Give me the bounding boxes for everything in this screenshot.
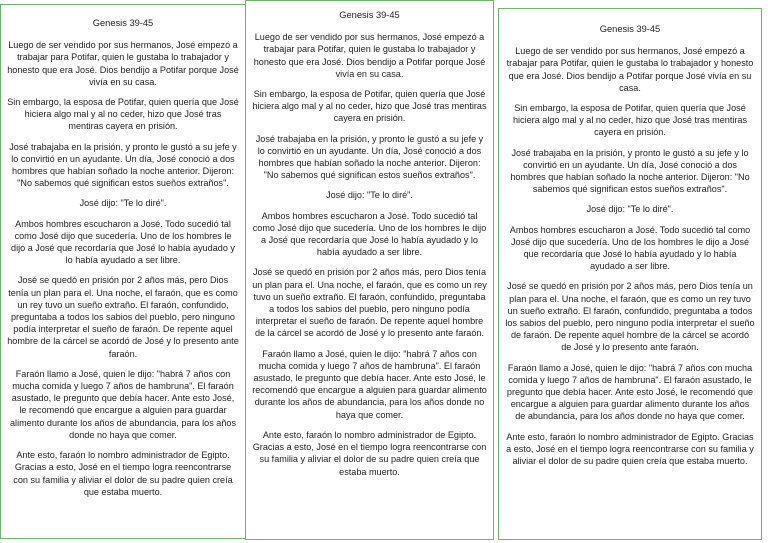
paragraph: Sin embargo, la esposa de Potifar, quien quería que José hiciera algo mal y al no ceder, hizo que José tras mentiras cayera en prisión. <box>512 103 748 138</box>
paragraph: Ante esto, faraón lo nombro administrador de Egipto. Gracias a esto, José en el tiempo logra reencontrarse con su familia y aliviar el dolor de su padre quien creía que estaba muerto. <box>506 431 754 467</box>
story-card-3 <box>498 8 762 540</box>
paragraph: José se quedó en prisión por 2 años más, pero Dios tenía un plan para el. Una noche, el faraón, que es como un rey tuvo un sueño extraño. El faraón, confundido, preguntaba a todos los sabios del pueblo, pero ninguno podía interpretar el sueño de faraón. De repente aquel hombre de la cárcel se acordó de José y lo presento ante faraón. <box>7 275 239 359</box>
paragraph: Ante esto, faraón lo nombro administrador de Egipto. Gracias a esto, José en el tiempo logra reencontrarse con su familia y aliviar el dolor de su padre quien creía que estaba muerto. <box>13 450 233 497</box>
paragraph: José se quedó en prisión por 2 años más, pero Dios tenía un plan para el. Una noche, el faraón, que es como un rey tuvo un sueño extraño. El faraón, confundido, preguntaba a todos los sabios del pueblo, pero ninguno podía interpretar el sueño de faraón. De repente aquel hombre de la cárcel se acordó de José y lo presento ante faraón. <box>252 267 487 339</box>
paragraph: Ante esto, faraón lo nombro administrador de Egipto. Gracias a esto, José en el tiempo logra reencontrarse con su familia y aliviar el dolor de su padre quien creía que estaba muerto. <box>252 429 487 477</box>
paragraph: Ambos hombres escucharon a José. Todo sucedió tal como José dijo que sucedería. Uno de los hombres le dijo a José que recordaría que José lo había ayudado y lo había ayudado a ser libre. <box>11 218 235 266</box>
paragraph: Sin embargo, la esposa de Potifar, quien quería que José hiciera algo mal y al no ceder, hizo que José tras mentiras cayera en prisión. <box>7 97 239 132</box>
paragraph: Faraón llamo a José, quien le dijo: "habrá 7 años con mucha comida y luego 7 años de hambruna". El faraón asustado, le pregunto que debía hacer. Ante esto José, le recomendó que encargue a alguien para guardar alimento durante los años de abundancia, para los años donde no haya que comer. <box>10 368 236 440</box>
paragraph: José trabajaba en la prisión, y pronto le gustó a su jefe y lo convirtió en un ayudante. Un día, José conoció a dos hombres que habían soñado la noche anterior. Dijeron: "No sabemos qué significan estos sueños extraños". <box>255 133 484 181</box>
paragraph: José dijo: "Te lo diré". <box>79 198 167 209</box>
card-title: Genesis 39-45 <box>599 24 661 34</box>
card-title: Genesis 39-45 <box>92 18 154 28</box>
paragraph: Luego de ser vendido por sus hermanos, José empezó a trabajar para Potifar, quien le gustaba lo trabajador y honesto que era José. Dios bendijo a Potifar porque José vivía en su casa. <box>7 40 239 87</box>
paragraph: Faraón llamo a José, quien le dijo: "habrá 7 años con mucha comida y luego 7 años de hambruna". El faraón asustado, le pregunto que debía hacer. Ante esto José, le recomendó que encargue a alguien para guardar alimento durante los años de abundancia, para los años donde no haya que comer. <box>252 348 487 420</box>
paragraph: Ambos hombres escucharon a José. Todo sucedió tal como José dijo que sucedería. Uno de los hombres le dijo a José que recordaría que José lo había ayudado y lo había ayudado a ser libre. <box>252 210 487 258</box>
paragraph: Faraón llamo a José, quien le dijo: "habrá 7 años con mucha comida y luego 7 años de hambruna". El faraón asustado, le pregunto que debía hacer. Ante esto José, le recomendó que encargue a alguien para guardar alimento durante los años de abundancia, para los años donde no haya que comer. <box>506 362 754 422</box>
paragraph: Ambos hombres escucharon a José. Todo sucedió tal como José dijo que sucedería. Uno de los hombres le dijo a José que recordaría que José lo había ayudado y lo había ayudado a ser libre. <box>509 224 751 272</box>
paragraph: José se quedó en prisión por 2 años más, pero Dios tenía un plan para el. Una noche, el faraón, que es como un rey tuvo un sueño extraño. El faraón, confundido, preguntaba a todos los sabios del pueblo, pero ninguno podía interpretar el sueño de faraón. De repente aquel hombre de la cárcel se acordó de José y lo presento ante faraón. <box>505 281 755 353</box>
paragraph: Sin embargo, la esposa de Potifar, quien quería que José hiciera algo mal y al no ceder, hizo que José tras mentiras cayera en prisión. <box>252 89 487 124</box>
paragraph: Luego de ser vendido por sus hermanos, José empezó a trabajar para Potifar, quien le gustaba lo trabajador y honesto que era José. Dios bendijo a Potifar porque José vivía en su casa. <box>253 32 486 79</box>
paragraph: Luego de ser vendido por sus hermanos, José empezó a trabajar para Potifar, quien le gustaba lo trabajador y honesto que era José. Dios bendijo a Potifar porque José vivía en su casa. <box>506 46 754 93</box>
paragraph: José trabajaba en la prisión, y pronto le gustó a su jefe y lo convirtió en un ayudante. Un día, José conoció a dos hombres que habían soñado la noche anterior. Dijeron: "No sabemos qué significan estos sueños extraños". <box>9 141 237 189</box>
story-card-2 <box>245 0 494 540</box>
paragraph: José dijo: "Te lo diré". <box>586 204 674 215</box>
card-title: Genesis 39-45 <box>339 10 400 20</box>
paragraph: José dijo: "Te lo diré". <box>326 190 413 201</box>
story-card-1 <box>0 4 246 539</box>
paragraph: José trabajaba en la prisión, y pronto le gustó a su jefe y lo convirtió en un ayudante. Un día, José conoció a dos hombres que habían soñado la noche anterior. Dijeron: "No sabemos qué significan estos sueños extraños". <box>510 147 750 195</box>
